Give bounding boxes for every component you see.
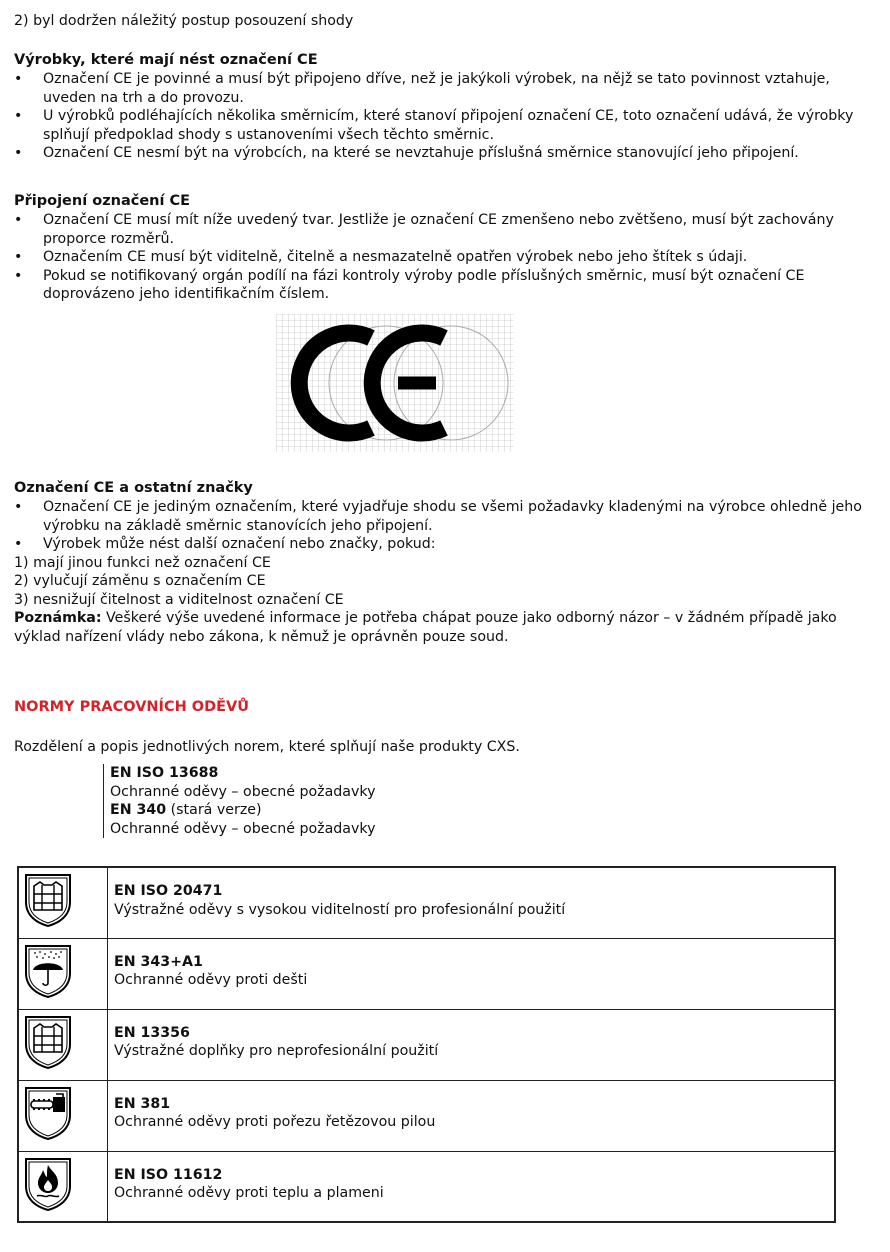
note-label: Poznámka:	[14, 610, 102, 626]
standard-desc: Výstražné doplňky pro neprofesionální použití	[114, 1043, 439, 1059]
table-row	[18, 1080, 835, 1151]
note-text: Veškeré výše uvedené informace je potřeba chápat pouze jako odborný názor – v žádném případě jako výklad nařízení vlády nebo zákona, k němuž je oprávněn pouze soud.	[14, 610, 837, 645]
table-row	[18, 938, 835, 1009]
standard-desc: Ochranné oděvy proti teplu a plameni	[114, 1185, 384, 1201]
norms-intro: Rozdělení a popis jednotlivých norem, které splňují naše produkty CXS.	[14, 739, 520, 755]
standard-code: EN 340	[110, 802, 167, 818]
flame-icon	[23, 1156, 73, 1212]
list-item: • Označení CE nesmí být na výrobcích, na které se nevztahuje příslušná směrnice stanovující jeho připojení.	[14, 144, 880, 163]
umbrella-rain-icon	[23, 943, 73, 999]
list-item: • U výrobků podléhajících několika směrnicím, které stanoví připojení označení CE, toto označení udává, že výrobky splňují předpoklad shody s ustanoveními všech těchto směrnic.	[14, 107, 880, 144]
standards-table	[17, 866, 836, 1223]
numbered-item: 2) vylučují záměnu s označením CE	[14, 573, 266, 589]
standard-desc: Ochranné oděvy proti dešti	[114, 972, 308, 988]
standard-code: EN 381	[114, 1095, 171, 1112]
standard-desc: Ochranné oděvy – obecné požadavky	[110, 783, 376, 800]
general-standards	[103, 764, 510, 838]
bullet-list	[14, 498, 880, 554]
list-item: • Označení CE je jediným označením, které vyjadřuje shodu se všemi požadavky kladenými na výrobce ohledně jeho výrobku na základě směrnic stanovících jeho připojení.	[14, 498, 880, 535]
hi-vis-jacket-icon	[23, 1014, 73, 1070]
table-row	[18, 867, 835, 938]
table-row	[18, 1151, 835, 1222]
bullet-list	[14, 70, 880, 163]
standard-code: EN ISO 11612	[114, 1166, 223, 1183]
standard-desc: Výstražné oděvy s vysokou viditelností pro profesionální použití	[114, 901, 566, 918]
section-ce-other-marks	[14, 479, 880, 646]
standard-desc: Ochranné oděvy – obecné požadavky	[110, 820, 376, 837]
section-heading: Označení CE a ostatní značky	[14, 480, 253, 496]
bullet-list	[14, 211, 880, 304]
list-item: • Výrobek může nést další označení nebo značky, pokud:	[14, 535, 880, 554]
list-item: • Označení CE musí mít níže uvedený tvar. Jestliže je označení CE zmenšeno nebo zvětšeno, musí být zachovány proporce rozměrů.	[14, 211, 880, 248]
section-ce-products	[14, 51, 880, 163]
numbered-item: 3) nesnižují čitelnost a viditelnost označení CE	[14, 591, 344, 608]
hi-vis-jacket-icon	[23, 872, 73, 928]
intro-line: 2) byl dodržen náležitý postup posouzení shody	[14, 13, 354, 29]
standard-note: (stará verze)	[166, 802, 262, 818]
section-ce-affixing	[14, 192, 880, 304]
ce-mark-icon	[276, 314, 514, 452]
norms-heading: NORMY PRACOVNÍCH ODĚVŮ	[14, 699, 250, 715]
standard-desc: Ochranné oděvy proti pořezu řetězovou pilou	[114, 1114, 436, 1130]
ce-mark-figure	[276, 314, 514, 452]
chainsaw-icon	[23, 1085, 73, 1141]
standard-code: EN 343+A1	[114, 953, 203, 970]
numbered-item: 1) mají jinou funkci než označení CE	[14, 554, 271, 571]
table-row	[18, 1009, 835, 1080]
standard-code: EN ISO 13688	[110, 765, 219, 781]
list-item: • Označením CE musí být viditelně, čitelně a nesmazatelně opatřen výrobek nebo jeho štítek s údaji.	[14, 248, 880, 267]
list-item: • Označení CE je povinné a musí být připojeno dříve, než je jakýkoli výrobek, na nějž se tato povinnost vztahuje, uveden na trh a do provozu.	[14, 70, 880, 107]
note-paragraph	[14, 609, 880, 646]
section-heading: Výrobky, které mají nést označení CE	[14, 52, 318, 68]
list-item: • Pokud se notifikovaný orgán podílí na fázi kontroly výroby podle příslušných směrnic, musí být označení CE doprovázeno jeho identifikačním číslem.	[14, 267, 880, 304]
section-heading: Připojení označení CE	[14, 193, 191, 209]
standard-code: EN ISO 20471	[114, 883, 223, 899]
standard-code: EN 13356	[114, 1024, 190, 1041]
